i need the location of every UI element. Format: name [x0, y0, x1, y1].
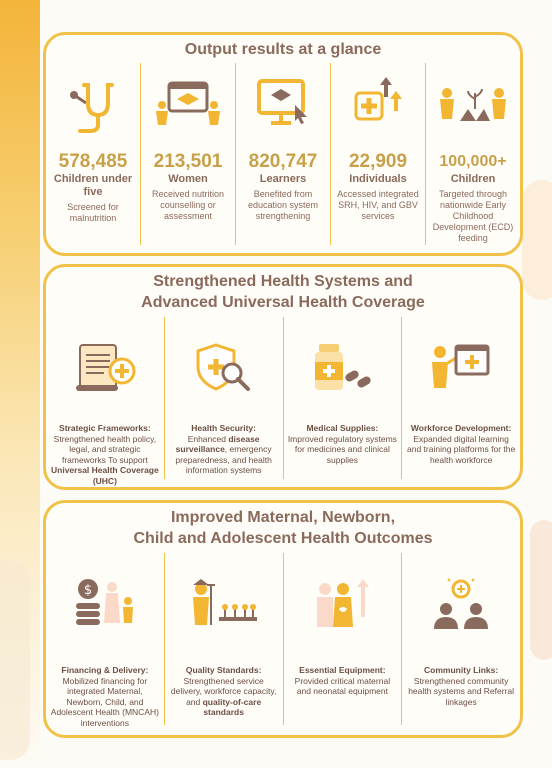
feature-column: [283, 553, 402, 725]
card-title: Output results at a glance: [184, 41, 382, 58]
stat-value: 22,909: [348, 151, 408, 172]
stat-description: Screened for malnutrition: [67, 202, 119, 223]
feature-text: Medical Supplies: Improved regulatory systems for medicines and clinical supplies: [287, 423, 397, 465]
card-title-line1: Strengthened Health Systems and: [153, 273, 413, 290]
card-title: [46, 503, 520, 549]
feature-column: [401, 317, 520, 479]
online-class-icon: [141, 81, 235, 129]
feature-heading: Financing & Delivery:: [61, 665, 149, 675]
stat-label: Children under five: [53, 173, 133, 198]
stat-column: [235, 63, 330, 245]
community-idea-icon: [406, 563, 516, 645]
card-title-line2: Child and Adolescent Health Outcomes: [133, 530, 433, 547]
children-plant-icon: [426, 85, 520, 125]
stat-value: 100,000+: [439, 153, 507, 170]
feature-text: Workforce Development: Expanded digital learning and training platforms for the health workforce: [407, 423, 516, 465]
stat-value: 578,485: [58, 151, 128, 172]
feature-text: Health Security: Enhanced disease surveillance, emergency preparedness, and health information systems: [175, 423, 272, 475]
feature-column: [164, 317, 283, 479]
coins-mother-child-icon: [50, 563, 160, 645]
stat-column: [140, 63, 235, 245]
feature-heading: Community Links:: [424, 665, 499, 675]
background-shape: [522, 180, 552, 300]
stat-description: Benefited from education system strengthening: [247, 189, 319, 221]
feature-text: Community Links: Strengthened community health systems and Referral linkages: [408, 665, 515, 707]
stat-label: Learners: [259, 173, 307, 185]
feature-column: [401, 553, 520, 725]
stat-value: 820,747: [248, 151, 318, 172]
stat-column: [425, 63, 520, 245]
stat-label: Women: [168, 173, 208, 185]
stat-label: Children: [450, 173, 496, 185]
monitor-graduation-icon: [236, 79, 330, 129]
feature-heading: Quality Standards:: [185, 665, 262, 675]
family-growth-icon: [288, 563, 398, 645]
background-shape: [530, 520, 552, 660]
feature-heading: Essential Equipment:: [299, 665, 386, 675]
presentation-board-icon: [406, 327, 516, 409]
feature-column: [46, 553, 164, 728]
stethoscope-icon: [46, 81, 140, 133]
feature-heading: Workforce Development:: [410, 423, 512, 433]
background-shape: [0, 560, 30, 760]
stat-column: [330, 63, 425, 245]
medicine-bottle-icon: [288, 327, 398, 409]
output-results-card: [43, 32, 523, 256]
feature-heading: Medical Supplies:: [306, 423, 379, 433]
feature-heading: Health Security:: [191, 423, 256, 433]
farmer-crops-icon: [169, 563, 279, 645]
stat-description: Targeted through nationwide Early Childhood Development (ECD) feeding: [432, 189, 514, 243]
svg-text:$: $: [83, 583, 93, 598]
stat-description: Accessed integrated SRH, HIV, and GBV services: [337, 189, 419, 221]
stat-value: 213,501: [153, 151, 223, 172]
feature-text: Financing & Delivery: Mobilized financing for integrated Maternal, Newborn, Child, and Adolescent Health (MNCAH) interventions: [50, 665, 159, 728]
feature-column: [283, 317, 402, 479]
feature-text: Quality Standards: Strengthened service delivery, workforce capacity, and quality-of-care standards: [170, 665, 277, 717]
maternal-health-card: [43, 500, 523, 738]
feature-text: Essential Equipment: Provided critical maternal and neonatal equipment: [294, 665, 391, 696]
feature-column: [46, 317, 164, 486]
feature-heading: Strategic Frameworks:: [59, 423, 151, 433]
card-title-line1: Improved Maternal, Newborn,: [170, 509, 396, 526]
stat-description: Received nutrition counselling or assessment: [151, 189, 225, 221]
feature-column: [164, 553, 283, 725]
health-plus-arrow-icon: [331, 73, 425, 127]
feature-text: Strategic Frameworks: Strengthened health policy, legal, and strategic frameworks To support Universal Health Coverage (UHC): [51, 423, 159, 486]
shield-magnifier-icon: [169, 327, 279, 409]
stat-label: Individuals: [349, 173, 407, 185]
card-title-line2: Advanced Universal Health Coverage: [141, 294, 425, 311]
card-title: [46, 267, 520, 313]
health-systems-card: [43, 264, 523, 490]
stat-column: [46, 63, 140, 245]
document-plus-icon: [50, 327, 160, 409]
